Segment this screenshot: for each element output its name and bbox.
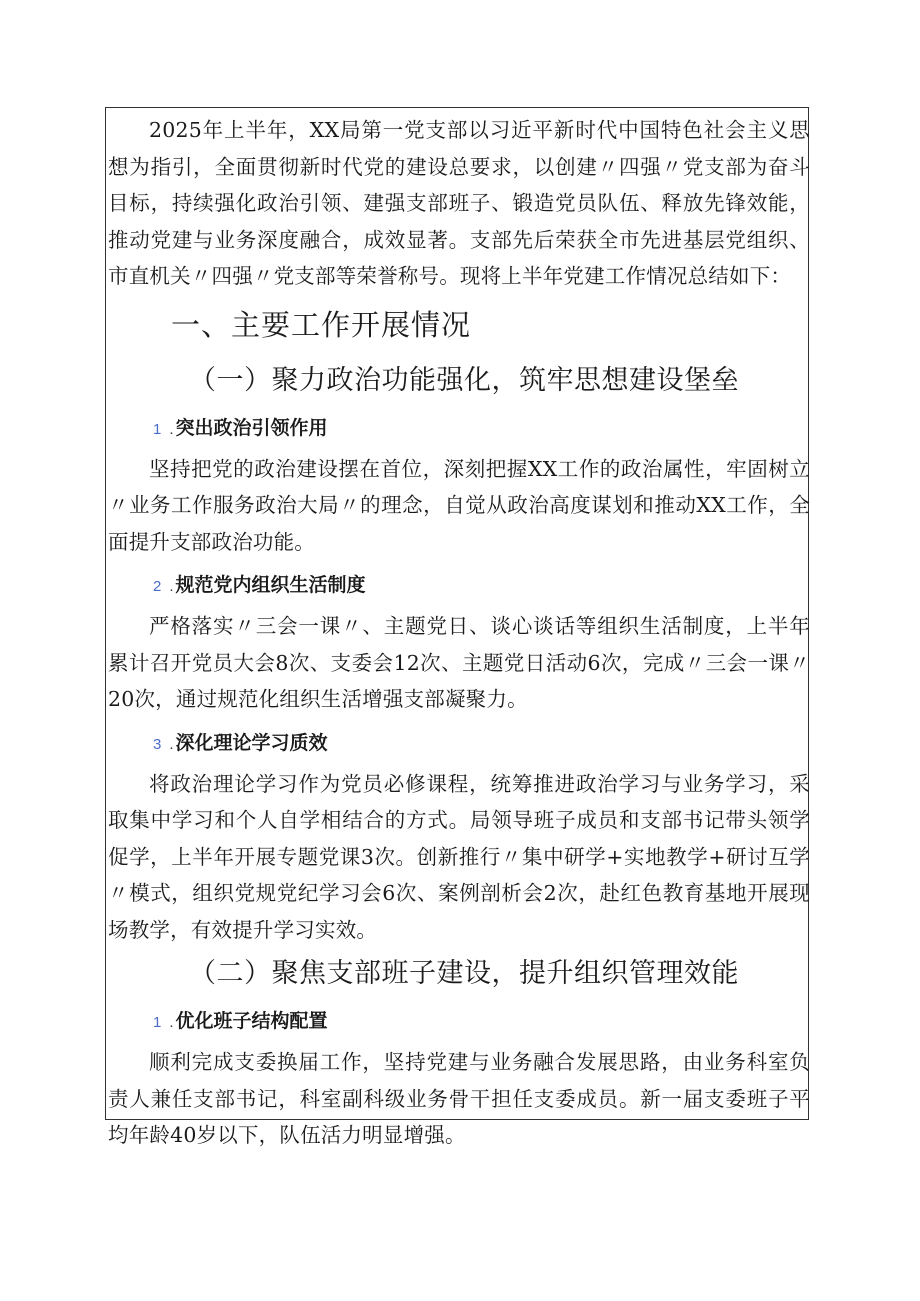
item-paragraph: 严格落实〃三会一课〃、主题党日、谈心谈话等组织生活制度，上半年累计召开党员大会8次、支委会12次、主题党日活动6次，完成〃三会一课〃20次，通过规范化组织生活增强支部凝聚力。 (108, 614, 810, 711)
item-heading (108, 722, 810, 766)
item-number: 2 (153, 578, 162, 595)
section-heading: 一、主要工作开展情况 (171, 307, 472, 342)
item-paragraph: 将政治理论学习作为党员必修课程，统筹推进政治学习与业务学习，采取集中学习和个人自学相结合的方式。局领导班子成员和支部书记带头领学促学，上半年开展专题党课3次。创新推行〃集中研学+实地教学+研讨互学〃模式，组织党规党纪学习会6次、案例剖析会2次，赴红色教育基地开展现场教学，有效提升学习实效。 (108, 771, 810, 942)
subsection-heading-1: （一）聚力政治功能强化，筑牢思想建设堡垒 (189, 364, 739, 396)
document-body (108, 112, 810, 1154)
item-dot: . (169, 420, 174, 438)
item-heading (108, 407, 810, 451)
item-title: 深化理论学习质效 (175, 731, 328, 754)
subsection-heading-2: （二）聚焦支部班子建设，提升组织管理效能 (189, 958, 739, 989)
item-number: 1 (153, 420, 162, 438)
item-heading (108, 1000, 810, 1044)
item-number: 1 (153, 1014, 162, 1031)
item-title: 规范党内组织生活制度 (175, 574, 366, 596)
item-title: 优化班子结构配置 (175, 1010, 328, 1032)
item-dot: . (169, 578, 174, 595)
item-heading (108, 564, 810, 608)
item-paragraph: 顺利完成支委换届工作，坚持党建与业务融合发展思路，由业务科室负责人兼任支部书记，科室副科级业务骨干担任支委成员。新一届支委班子平均年龄40岁以下，队伍活力明显增强。 (108, 1050, 810, 1147)
item-paragraph: 坚持把党的政治建设摆在首位，深刻把握XX工作的政治属性，牢固树立〃业务工作服务政治大局〃的理念，自觉从政治高度谋划和推动XX工作，全面提升支部政治功能。 (108, 456, 810, 554)
intro-paragraph: 2025年上半年，XX局第一党支部以习近平新时代中国特色社会主义思想为指引，全面贯彻新时代党的建设总要求，以创建〃四强〃党支部为奋斗目标，持续强化政治引领、建强支部班子、锻造党员队伍、释放先锋效能，推动党建与业务深度融合，成效显著。支部先后荣获全市先进基层党组织、市直机关〃四强〃党支部等荣誉称号。现将上半年党建工作情况总结如下： (108, 118, 810, 288)
item-dot: . (169, 735, 174, 753)
item-title: 突出政治引领作用 (175, 416, 328, 439)
item-dot: . (169, 1014, 174, 1031)
item-number: 3 (153, 735, 162, 753)
